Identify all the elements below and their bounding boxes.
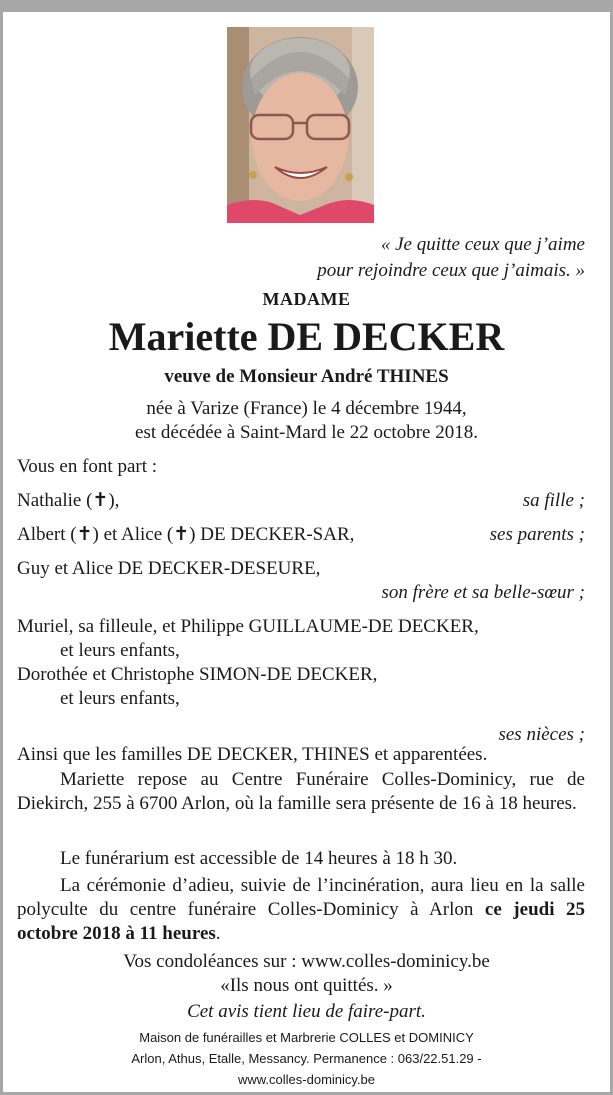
family-name: Albert (✝) et Alice (✝) DE DECKER-SAR, [17, 524, 355, 545]
family-relation: son frère et sa belle-sœur ; [381, 582, 585, 603]
families-line: Ainsi que les familles DE DECKER, THINES et apparentées. [17, 744, 488, 765]
ceremony-paragraph [17, 874, 585, 946]
family-relation: ses parents ; [489, 524, 585, 545]
ceremony-date: ce jeudi 25 octobre 2018 à 11 heures [17, 899, 586, 944]
family-entry-nieces [17, 615, 585, 747]
ceremony-end: . [215, 923, 221, 944]
family-name: Nathalie (✝), [17, 490, 120, 511]
epigraph-quote [317, 232, 585, 284]
family-children: et leurs enfants, [60, 640, 180, 661]
repose-paragraph: Mariette repose au Centre Funéraire Colles-Dominicy, rue de Diekirch, 255 à 6700 Arlon, où la famille sera présente de 16 à 18 heures. [17, 769, 585, 814]
widow-line: veuve de Monsieur André THINES [164, 366, 449, 387]
quote-line-1: « Je quitte ceux que j’aime [380, 234, 585, 255]
birth-line: née à Varize (France) le 4 décembre 1944, [146, 398, 467, 419]
family-relation: sa fille ; [522, 490, 585, 511]
funeral-home-footer [0, 1027, 613, 1090]
footer-line-2: Arlon, Athus, Etalle, Messancy. Permanence : 063/22.51.29 - [131, 1051, 482, 1066]
family-relation: ses nièces ; [498, 724, 585, 745]
portrait-photo [227, 27, 374, 223]
family-entry-guy [17, 557, 585, 605]
ceremony-text: La cérémonie d’adieu, suivie de l’incinération, aura lieu en la salle polyculte du centre funéraire Colles-Dominicy à Arlon [17, 875, 585, 920]
deceased-name: Mariette DE DECKER [108, 314, 505, 359]
family-entry-nathalie [17, 489, 585, 513]
quote-line-2: pour rejoindre ceux que j’aimais. » [317, 260, 585, 281]
family-name: Guy et Alice DE DECKER-DESEURE, [17, 558, 321, 579]
funerarium-paragraph: Le funérarium est accessible de 14 heures à 18 h 30. [60, 848, 458, 869]
condolences-block [0, 950, 613, 1024]
footer-line-1: Maison de funérailles et Marbrerie COLLES et DOMINICY [139, 1030, 474, 1045]
honorific: MADAME [262, 289, 351, 309]
family-entry-parents [17, 523, 585, 547]
family-children: et leurs enfants, [60, 688, 180, 709]
family-name: Dorothée et Christophe SIMON-DE DECKER, [17, 664, 378, 685]
not-left-line: «Ils nous ont quittés. » [220, 975, 393, 996]
condolences-line: Vos condoléances sur : www.colles-dominicy.be [123, 951, 490, 972]
birth-death-block [0, 397, 613, 445]
notice-line: Cet avis tient lieu de faire-part. [187, 1001, 426, 1022]
footer-line-3: www.colles-dominicy.be [237, 1072, 376, 1087]
death-line: est décédée à Saint-Mard le 22 octobre 2018. [135, 422, 478, 443]
family-name: Muriel, sa filleule, et Philippe GUILLAUME-DE DECKER, [17, 616, 479, 637]
intro-line: Vous en font part : [17, 456, 158, 477]
